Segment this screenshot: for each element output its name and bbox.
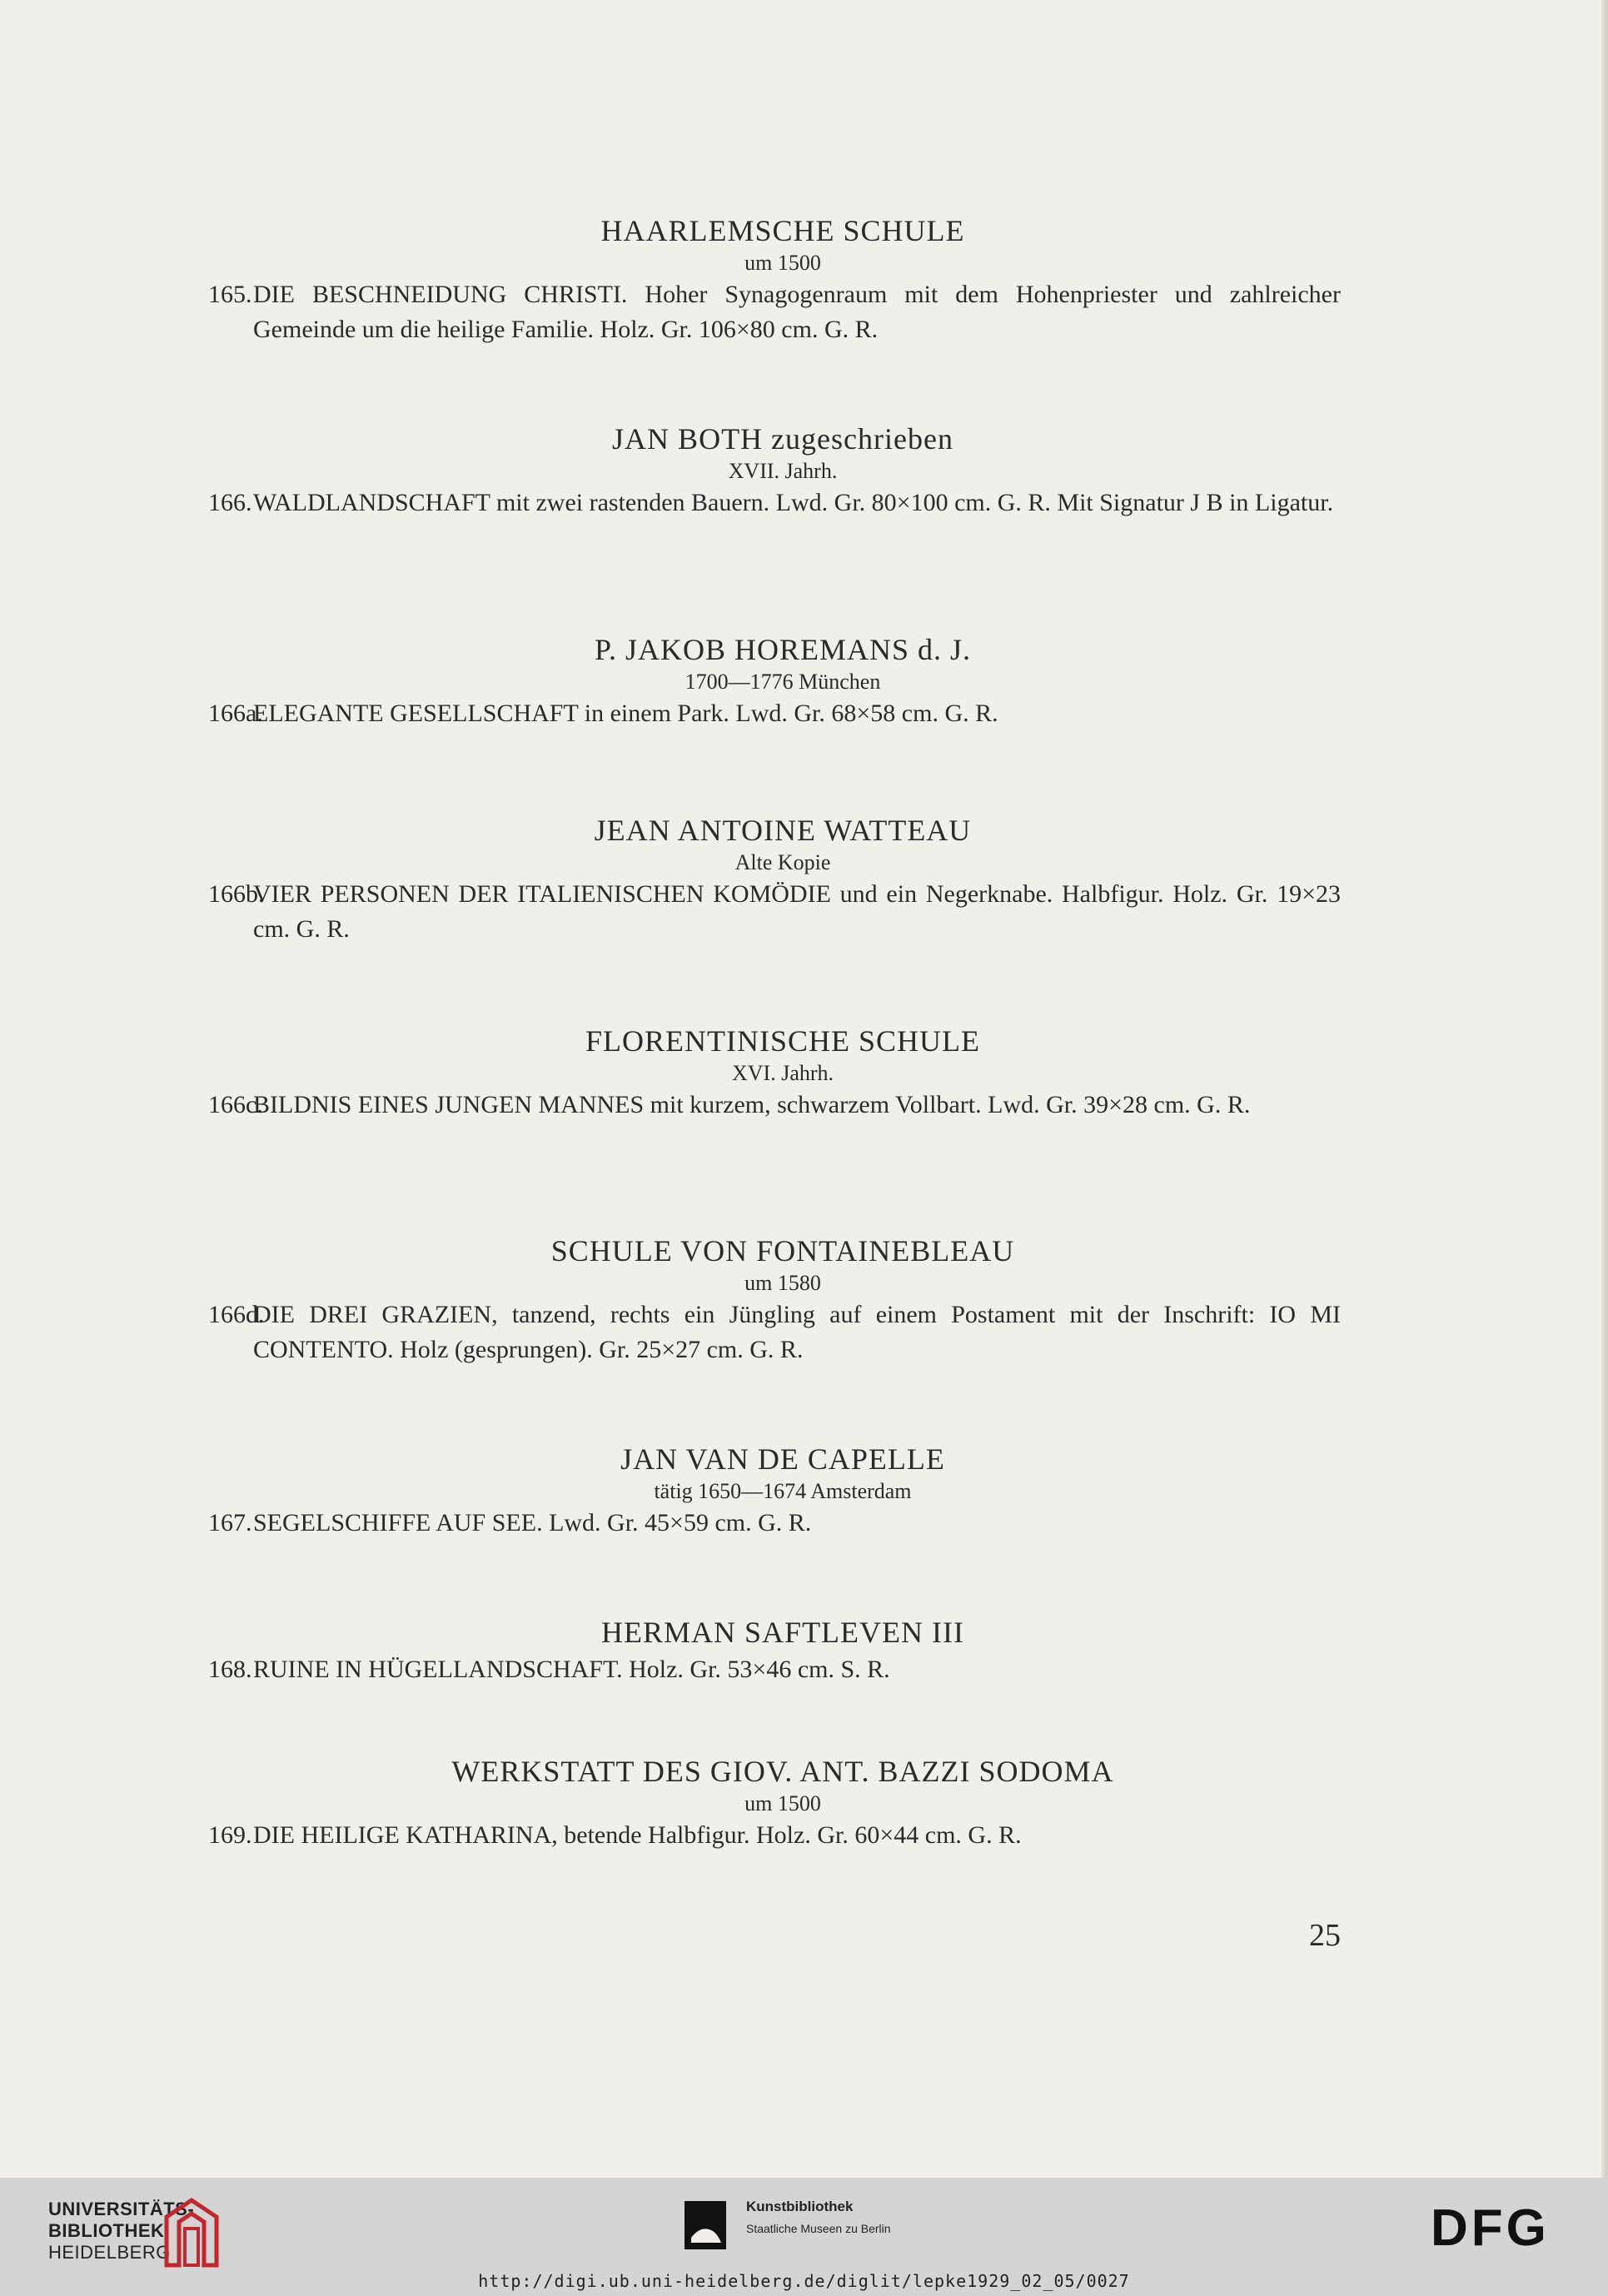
catalog-entry — [208, 277, 1341, 347]
catalog-section — [208, 1441, 1341, 1541]
entry-text: WALDLANDSCHAFT mit zwei rastenden Bauern. Lwd. Gr. 80×100 cm. G. R. Mit Signatur J B in Ligatur. — [253, 489, 1334, 516]
entry-text: SEGELSCHIFFE AUF SEE. Lwd. Gr. 45×59 cm. G. R. — [253, 1509, 812, 1536]
section-heading: HAARLEMSCHE SCHULE — [600, 214, 965, 247]
section-heading: SCHULE VON FONTAINEBLEAU — [550, 1234, 1015, 1268]
catalog-section — [208, 1614, 1341, 1687]
catalog-entry — [208, 1297, 1341, 1367]
catalog-entry — [208, 486, 1341, 520]
section-heading: JEAN ANTOINE WATTEAU — [594, 814, 972, 847]
section-subheading: Alte Kopie — [734, 850, 831, 874]
ub-heidelberg-logo[interactable] — [48, 2192, 265, 2269]
section-subheading: XVI. Jahrh. — [731, 1061, 834, 1085]
entry-number: 166d. — [208, 1301, 265, 1328]
entry-number: 166b. — [208, 880, 265, 908]
kunstbibliothek-logo-icon — [685, 2201, 726, 2249]
section-subheading: XVII. Jahrh. — [728, 459, 838, 483]
entry-number: 166c. — [208, 1091, 263, 1118]
catalog-section — [208, 421, 1341, 520]
section-heading: HERMAN SAFTLEVEN III — [601, 1616, 964, 1649]
section-heading: JAN BOTH zugeschrieben — [612, 422, 953, 456]
entry-text: DIE BESCHNEIDUNG CHRISTI. Hoher Synagogenraum mit dem Hohenpriester und zahlreicher Gemeinde um die heilige Familie. Holz. Gr. 106×80 cm. G. R. — [253, 281, 1341, 343]
kunstbibliothek-subtitle: Staatliche Museen zu Berlin — [746, 2222, 891, 2235]
section-heading: FLORENTINISCHE SCHULE — [585, 1024, 980, 1058]
section-subheading: um 1580 — [744, 1271, 821, 1295]
ub-logo-line1: UNIVERSITÄTS- — [48, 2199, 195, 2219]
entry-number: 166. — [208, 489, 252, 516]
entry-number: 169. — [208, 1821, 252, 1849]
entry-number: 168. — [208, 1656, 252, 1683]
catalog-section — [208, 1233, 1341, 1367]
ub-logo-line2: BIBLIOTHEK — [48, 2220, 165, 2241]
section-subheading: um 1500 — [744, 251, 821, 275]
catalog-entry — [208, 1652, 1341, 1687]
entry-number: 165. — [208, 281, 252, 308]
catalog-entry — [208, 877, 1341, 947]
catalog-entry — [208, 1506, 1341, 1541]
entry-text: DIE DREI GRAZIEN, tanzend, rechts ein Jüngling auf einem Postament mit der Inschrift: IO MI CONTENTO. Holz (gesprungen). Gr. 25×27 cm. G. R. — [253, 1301, 1341, 1363]
section-heading: P. JAKOB HOREMANS d. J. — [594, 633, 972, 666]
catalog-section — [208, 1023, 1341, 1123]
entry-text: BILDNIS EINES JUNGEN MANNES mit kurzem, schwarzem Vollbart. Lwd. Gr. 39×28 cm. G. R. — [253, 1091, 1251, 1118]
catalog-entry — [208, 696, 1341, 731]
ub-logo-line3: HEIDELBERG — [48, 2242, 171, 2263]
entry-text: VIER PERSONEN DER ITALIENISCHEN KOMÖDIE und ein Negerknabe. Halbfigur. Holz. Gr. 19×23 cm. G. R. — [253, 880, 1341, 943]
kunstbibliothek-title: Kunstbibliothek — [746, 2199, 854, 2214]
section-subheading: tätig 1650—1674 Amsterdam — [654, 1479, 912, 1503]
catalog-entry — [208, 1088, 1341, 1123]
page-number: 25 — [1309, 1918, 1341, 1953]
source-url[interactable]: http://digi.ub.uni-heidelberg.de/diglit/lepke1929_02_05/0027 — [478, 2271, 1130, 2291]
catalog-section — [208, 1753, 1341, 1853]
page-edge-shadow — [1601, 0, 1608, 2178]
dfg-logo[interactable]: DFG — [1431, 2199, 1550, 2257]
section-subheading: 1700—1776 München — [685, 670, 881, 694]
catalog-section — [208, 812, 1341, 947]
entry-text: RUINE IN HÜGELLANDSCHAFT. Holz. Gr. 53×46 cm. S. R. — [253, 1656, 890, 1683]
section-heading: JAN VAN DE CAPELLE — [620, 1442, 945, 1476]
entry-text: DIE HEILIGE KATHARINA, betende Halbfigur. Holz. Gr. 60×44 cm. G. R. — [253, 1821, 1022, 1849]
entry-number: 167. — [208, 1509, 252, 1536]
catalog-section — [208, 212, 1341, 347]
entry-text: ELEGANTE GESELLSCHAFT in einem Park. Lwd. Gr. 68×58 cm. G. R. — [253, 700, 998, 727]
catalog-section — [208, 631, 1341, 731]
entry-number: 166a. — [208, 700, 263, 727]
kunstbibliothek-label[interactable] — [746, 2199, 891, 2235]
section-heading: WERKSTATT DES GIOV. ANT. BAZZI SODOMA — [451, 1755, 1114, 1788]
ub-emblem-icon — [158, 2192, 225, 2269]
section-subheading: um 1500 — [744, 1791, 821, 1815]
catalog-entry — [208, 1818, 1341, 1853]
